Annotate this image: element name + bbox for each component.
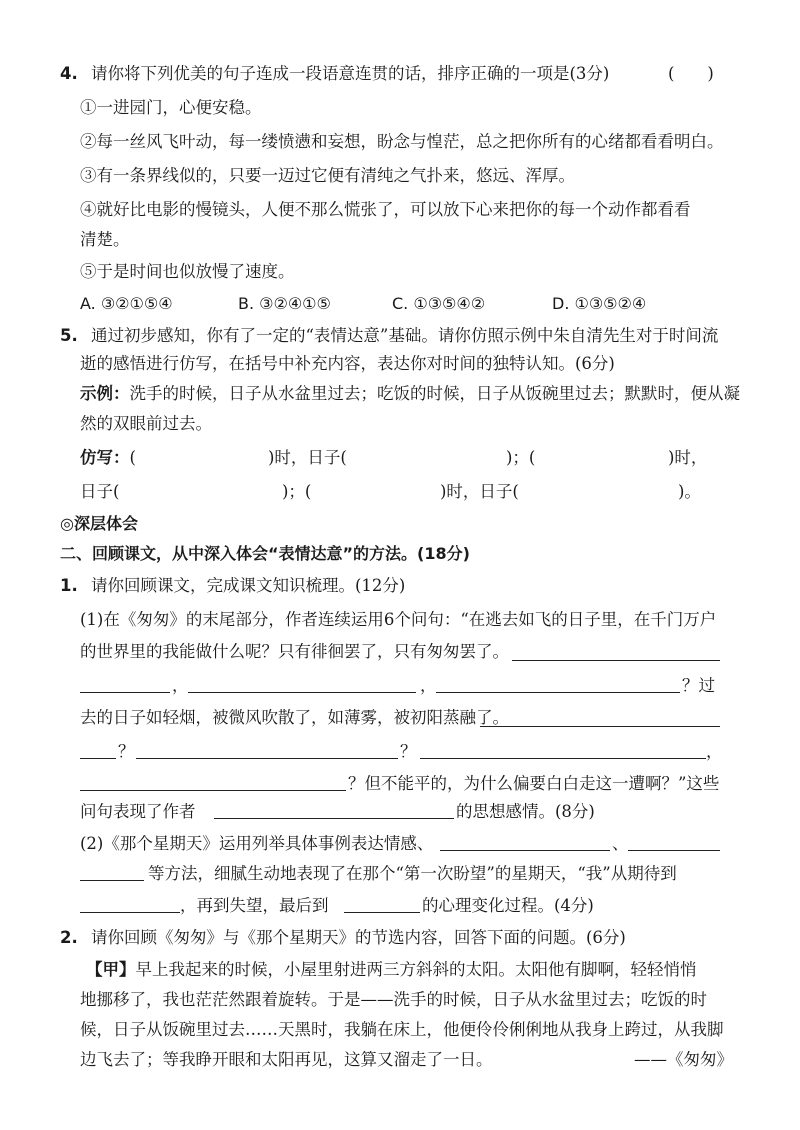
q5-stem-2: 逝的感悟进行仿写，在括号中补充内容，表达你对时间的独特认知。(6分) [80, 354, 615, 373]
s2q1-blank-5[interactable] [480, 726, 720, 727]
s2q1-p2-line-3b: 的心理变化过程。(4分) [422, 896, 594, 915]
s2q1-blank-15[interactable] [344, 912, 420, 913]
q5-example-line-1 [80, 382, 740, 406]
q5-imitation-label-row [80, 446, 136, 470]
q4-number: 4. [60, 64, 78, 83]
q5-blank-mid-2[interactable]: )；( [506, 448, 536, 467]
q5-stem-1: 通过初步感知，你有了一定的“表情达意”基础。请你仿照示例中朱自清先生对于时间流 [91, 326, 719, 345]
s2q1-number: 1. [60, 576, 78, 595]
q5-blank-mid-3[interactable]: )时， [668, 448, 708, 467]
q5-example-label: 示例： [80, 384, 130, 403]
s2q1-blank-7[interactable] [136, 758, 398, 759]
s2q1-blank-1[interactable] [512, 660, 720, 661]
q5-blank-close[interactable]: )。 [678, 482, 701, 501]
s2q1-blank-12[interactable] [628, 850, 720, 851]
s2q1-blank-3[interactable] [188, 692, 416, 693]
q4-answer-paren[interactable]: ( ) [668, 64, 714, 83]
s2q1-blank-4[interactable] [436, 692, 680, 693]
q4-sentence-5: ⑤于是时间也似放慢了速度。 [80, 262, 295, 281]
s2q1-blank-13[interactable] [80, 880, 144, 881]
s2q1-p1-line-7a: 问句表现了作者 [80, 802, 196, 821]
q4-sentence-3: ③有一条界线似的，只要一迈过它便有清纯之气扑来，悠远、浑厚。 [80, 166, 575, 185]
q5-blank-mid-4[interactable]: )；( [282, 482, 312, 501]
s2q1-blank-14[interactable] [80, 912, 180, 913]
s2q1-p1-line-2: 的世界里的我能做什么呢？只有徘徊罢了，只有匆匆罢了。 [80, 642, 509, 661]
passage-jia-source: ——《匆匆》 [634, 1050, 733, 1069]
s2q1-p1-line-4: 去的日子如轻烟，被微风吹散了，如薄雾，被初阳蒸融了。 [80, 708, 509, 727]
passage-jia-text-1: 早上我起来的时候，小屋里射进两三方斜斜的太阳。太阳他有脚啊，轻轻悄悄 [135, 960, 697, 979]
s2q1-p1-line-1: (1)在《匆匆》的末尾部分，作者连续运用6个问句：“在逃去如飞的日子里，在千门万户 [80, 610, 717, 629]
passage-jia-line-2: 地挪移了，我也茫茫然跟着旋转。于是——洗手的时候，日子从水盆里过去；吃饭的时 [80, 990, 707, 1009]
q4-option-b[interactable]: B. ③②④①⑤ [238, 294, 331, 313]
q4-option-d[interactable]: D. ①③⑤②④ [552, 294, 647, 313]
s2q2-stem-line [60, 926, 626, 950]
q5-line-1 [60, 324, 718, 348]
q5-example-text-2: 然的双眼前过去。 [80, 414, 212, 433]
q5-blank-mid-1[interactable]: )时，日子( [268, 448, 347, 467]
s2q1-qmark-2: ？ [400, 742, 417, 761]
q4-stem: 请你将下列优美的句子连成一段语意连贯的话，排序正确的一项是(3分) [91, 64, 610, 83]
passage-jia-tag: 【甲】 [86, 960, 136, 979]
q5-example-text-1: 洗手的时候，日子从水盆里过去；吃饭的时候，日子从饭碗里过去；默默时，便从凝 [129, 384, 740, 403]
s2q1-p2-line-1a: (2)《那个星期天》运用列举具体事例表达情感、 [80, 834, 434, 853]
s2q1-qmark-1: ？ [118, 742, 135, 761]
q4-sentence-1: ①一进园门，心便安稳。 [80, 98, 262, 117]
s2q1-p2-dun: 、 [612, 834, 629, 853]
passage-jia-line-4: 边飞去了；等我睁开眼和太阳再见，这算又溜走了一日。 [80, 1050, 493, 1069]
q5-blank-open-2[interactable]: 日子( [80, 482, 120, 501]
section-marker: ◎深层体会 [60, 514, 138, 533]
s2q1-stem: 请你回顾课文，完成课文知识梳理。(12分) [91, 576, 406, 595]
q4-sentence-2: ②每一丝风飞叶动，每一缕愤懑和妄想，盼念与惶茫，总之把你所有的心绪都看看明白。 [80, 132, 724, 151]
s2q1-p1-line-6: ？但不能平的，为什么偏要白白走这一遭啊？”这些 [348, 774, 720, 793]
q5-imitation-label: 仿写： [80, 448, 130, 467]
q4-sentence-4b: 清楚。 [80, 230, 130, 249]
s2q1-blank-10[interactable] [214, 818, 454, 819]
s2q2-number: 2. [60, 928, 78, 947]
s2q1-comma-1: ， [172, 676, 189, 695]
q4-sentence-4a: ④就好比电影的慢镜头，人便不那么慌张了，可以放下心来把你的每一个动作都看看 [80, 200, 691, 219]
passage-jia-line-3: 候，日子从饭碗里过去……天黑时，我躺在床上，他便伶伶俐俐地从我身上跨过，从我脚 [80, 1020, 724, 1039]
s2q1-blank-6[interactable] [80, 758, 116, 759]
passage-jia-line-1 [86, 958, 697, 982]
s2q1-blank-9[interactable] [80, 790, 346, 791]
s2q1-p2-line-2: 等方法，细腻生动地表现了在那个“第一次盼望”的星期天，“我”从期待到 [148, 864, 677, 883]
q4-stem-line [60, 62, 609, 86]
s2q1-stem-line [60, 574, 405, 598]
s2q2-stem: 请你回顾《匆匆》与《那个星期天》的节选内容，回答下面的问题。(6分) [91, 928, 626, 947]
q4-option-a[interactable]: A. ③②①⑤④ [80, 294, 173, 313]
s2q1-p2-line-3a: ，再到失望，最后到 [180, 896, 329, 915]
s2q1-question-guo: ？过 [682, 676, 715, 695]
q5-blank-open-1[interactable]: ( [129, 448, 136, 467]
q4-option-c[interactable]: C. ①③⑤④② [392, 294, 486, 313]
s2q1-comma-3: ， [706, 742, 723, 761]
s2q1-blank-8[interactable] [420, 758, 706, 759]
q5-number: 5. [60, 326, 78, 345]
q5-blank-mid-5[interactable]: )时，日子( [440, 482, 519, 501]
section-title: 二、回顾课文，从中深入体会“表情达意”的方法。(18分) [60, 544, 470, 563]
s2q1-comma-2: ， [420, 676, 437, 695]
s2q1-blank-2[interactable] [80, 692, 170, 693]
s2q1-p1-line-7b: 的思想感情。(8分) [456, 802, 595, 821]
s2q1-blank-11[interactable] [440, 850, 610, 851]
